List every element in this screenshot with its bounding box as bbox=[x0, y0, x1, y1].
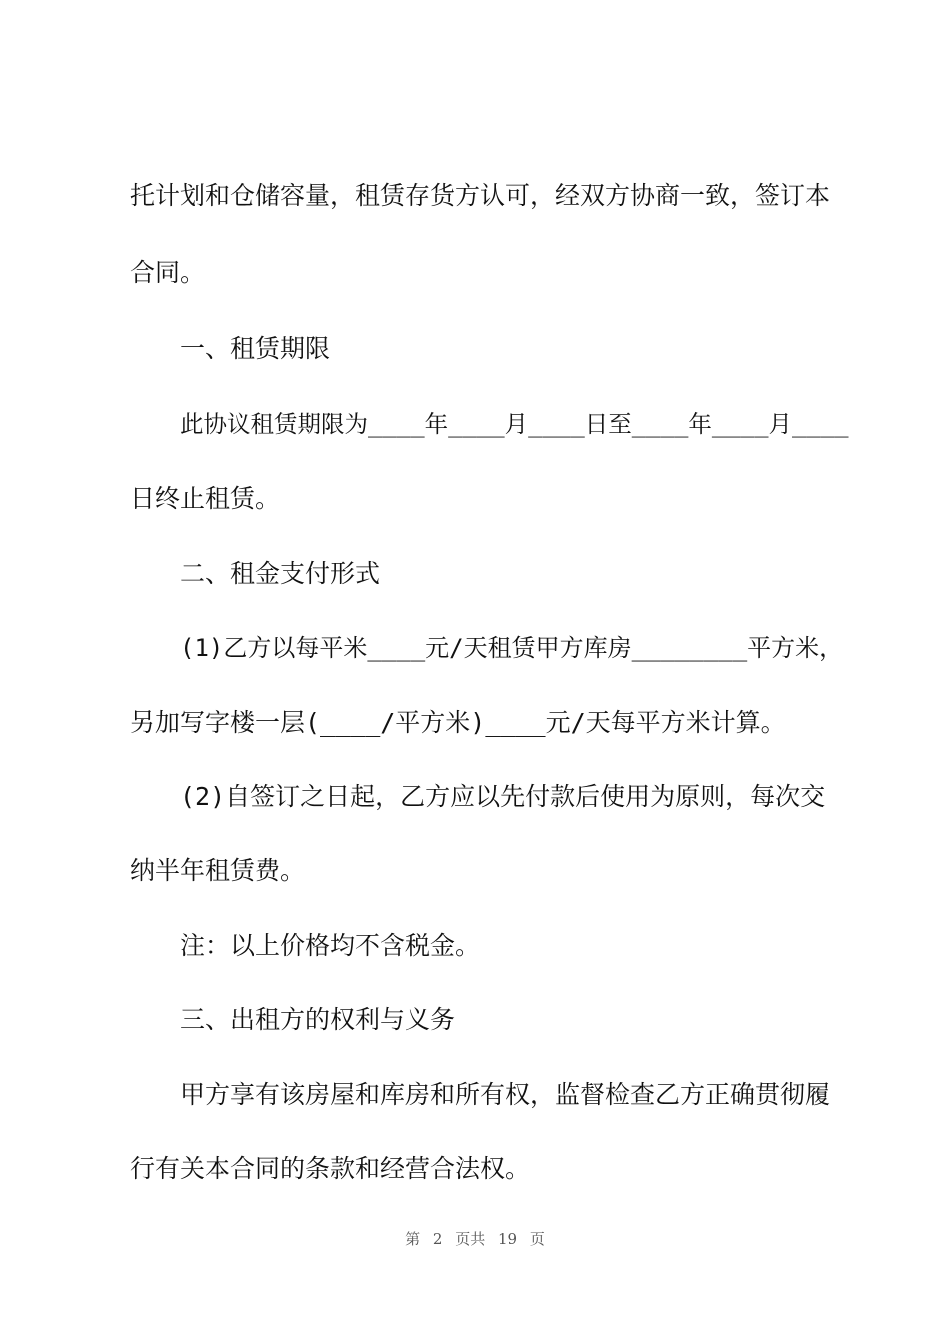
paragraph-line: 合同。 bbox=[130, 258, 206, 287]
paragraph-line: 另加写字楼一层(____/平方米)____元/天每平方米计算。 bbox=[130, 708, 786, 737]
paragraph-line: 此协议租赁期限为____年____月____日至____年____月____ bbox=[180, 410, 849, 438]
section-heading: 三、出租方的权利与义务 bbox=[180, 1005, 456, 1034]
paragraph-line: 托计划和仓储容量，租赁存货方认可，经双方协商一致，签订本 bbox=[130, 181, 831, 210]
paragraph-line: 日终止租赁。 bbox=[130, 484, 281, 513]
paragraph-line: 纳半年租赁费。 bbox=[130, 856, 306, 885]
paragraph-line: 行有关本合同的条款和经营合法权。 bbox=[130, 1154, 531, 1183]
paragraph-line: (1)乙方以每平米____元/天租赁甲方库房________平方米， bbox=[180, 634, 844, 662]
section-heading: 二、租金支付形式 bbox=[180, 559, 381, 588]
page-number-footer: 第 2 页共 19 页 bbox=[405, 1230, 545, 1248]
note-line: 注：以上价格均不含税金。 bbox=[180, 931, 481, 960]
paragraph-line: 甲方享有该房屋和库房和所有权，监督检查乙方正确贯彻履 bbox=[180, 1080, 831, 1109]
section-heading: 一、租赁期限 bbox=[180, 334, 331, 363]
paragraph-line: (2)自签订之日起，乙方应以先付款后使用为原则，每次交 bbox=[180, 782, 826, 811]
